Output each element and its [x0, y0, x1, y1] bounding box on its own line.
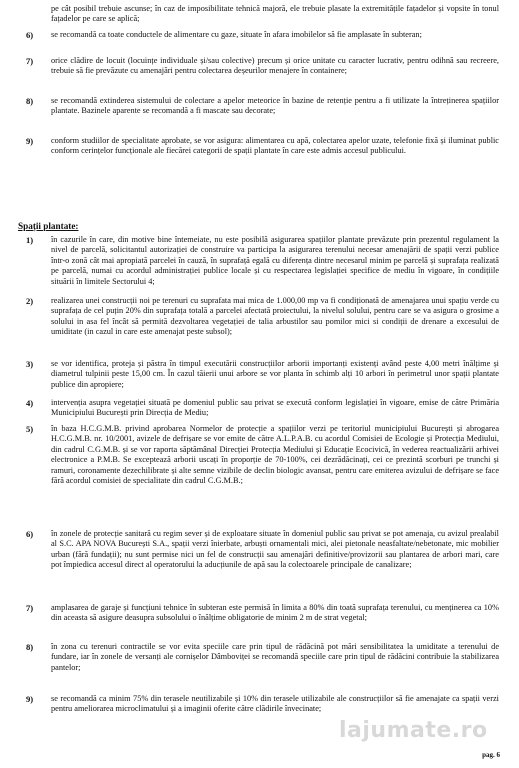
list-item-number: 5) — [26, 424, 34, 434]
list-item-number: 2) — [26, 296, 34, 306]
list-item — [51, 56, 499, 77]
list-item — [51, 296, 499, 338]
list-item — [51, 30, 499, 40]
list-item-text: se vor identifica, proteja și păstra în timpul executării construcțiilor arborii importanți existenți având peste 4,00 metri înălțime și diametrul tulpinii peste 15,00 cm. În cazul tăierii unui arbore se vor planta în schimb alți 10 arbori în perimetrul unor spații plantate publice din apropiere; — [51, 359, 499, 389]
list-item-text: se recomandă extinderea sistemului de colectare a apelor meteorice în bazine de retenție pentru a fi utilizate la întreținerea spațiilor plantate. Bazinele aparente se recomandă a fi mascate sau decorate; — [51, 96, 499, 116]
list-item-number: 8) — [26, 642, 34, 652]
list-item-text: amplasarea de garaje și funcțiuni tehnice în subteran este permisă în limita a 80% din toată suprafața terenului, cu menținerea ca 10% din aceasta să asigure deasupra subsolului o înălțime obligatorie de minim 2 m de strat vegetal; — [51, 603, 499, 623]
list-item-number: 1) — [26, 235, 34, 245]
list-item — [51, 694, 499, 715]
list-item-text: pe cât posibil trebuie ascunse; în caz de imposibilitate tehnică majoră, ele trebuie plasate la extremitățile fațadelor și vopsite în tonul fațadelor pe care se aplică; — [51, 4, 499, 24]
list-item-text: realizarea unei construcții noi pe terenuri cu suprafata mai mica de 1.000,00 mp va fi condiționată de amenajarea unui spațiu verde cu suprafața de cel puțin 20% din suprafața totală a parcelei afectată proiectului, la nivelul solului, pentru care se va asigura o grosime a solului in asa fel încât să permită dezvoltarea vegetației de talia arbustilor sau pomilor mici si condiții de drenare a excesului de umiditate (in cazul in care este amenajat peste subsol); — [51, 296, 499, 337]
list-item-number: 3) — [26, 359, 34, 369]
list-item-number: 9) — [26, 694, 34, 704]
list-item-text: se recomandă ca minim 75% din terasele neutilizabile și 10% din terasele utilizabile ale construcțiilor să fie amenajate ca spații verzi pentru ameliorarea microclimatului și a imaginii oferite către clădirile învecinate; — [51, 694, 499, 714]
list-item-number: 4) — [26, 398, 34, 408]
list-item-number: 7) — [26, 603, 34, 613]
list-item-text: intervenția asupra vegetației situată pe domeniul public sau privat se execută conform legislației în vigoare, emise de către Primăria Municipiului București prin Direcția de Mediu; — [51, 398, 499, 418]
list-item-number: 8) — [26, 96, 34, 106]
list-item-number: 7) — [26, 56, 34, 66]
list-item-number: 6) — [26, 30, 34, 40]
list-item-number: 6) — [26, 529, 34, 539]
list-item — [51, 136, 499, 157]
list-item — [51, 398, 499, 419]
list-item-text: în cazurile în care, din motive bine întemeiate, nu este posibilă asigurarea spațiilor plantate prevăzute prin prezentul regulament la nivel de parcelă, solicitantul autorizației de construire va participa la asigurarea terenului necesar amenajării de spații verzi publice într-o zonă cât mai apropiată parcelei în cauză, în suprafață egală cu diferența dintre necesarul minim pe parcelă și suprafața realizată pe parcelă, numai cu acordul administrației publice locale și cu respectarea legislației specifice de mediu în vigoare, în condițiile situării în limitele Sectorului 4; — [51, 235, 499, 286]
list-item-text: în zonele de protecție sanitară cu regim sever și de exploatare situate în domeniul public sau privat se pot amenaja, cu avizul prealabil al S.C. APA NOVA București S.A., spații verzi înierbate, arbuști ornamentali mici, alei pietonale neasfaltate/nebetonate, mic mobilier urban (fără fundații); nu sunt permise nici un fel de construcții sau amenajări definitive/provizorii sau plantarea de arbori mari, care pot împiedica accesul direct al operatorului la aducțiunile de apă sau la colectoarele principale de canalizare; — [51, 529, 499, 570]
list-item — [51, 359, 499, 390]
list-item — [51, 96, 499, 117]
list-item — [51, 642, 499, 673]
watermark-logo: lajumate.ro — [339, 718, 488, 743]
list-item-text: în baza H.C.G.M.B. privind aprobarea Normelor de protecție a spațiilor verzi pe teritoriul municipiului București și abrogarea H.C.G.M.B. nr. 10/2001, avizele de defrișare se vor emite de către A.L.P.A.B. cu acordul Comisiei de Ecologie și Protecția Mediului, din cadrul C.G.M.B. și se vor raporta săptămânal Direcției Protecția Mediului și Educație Ecocivică, în vederea reactualizării arhivei electronice a P.M.B. Se exceptează arborii uscați în proporție de 70-100%, cei dezrădăcinați, cei ce prezintă scorburi pe trunchi și ramuri, coronamente dezechilibrate și alte semne vizibile de declin biologic avansat, pentru care emiterea avizului de defrișare se face fără acordul comisiei de specialitate din cadrul C.G.M.B.; — [51, 424, 499, 486]
list-item — [51, 424, 499, 486]
list-item — [51, 603, 499, 624]
list-item-text: orice clădire de locuit (locuințe individuale și/sau colective) precum și orice unitate cu caracter lucrativ, pentru odihnă sau recreere, trebuie să fie prevăzute cu amenajări pentru colectarea deșeurilor menajere în containere; — [51, 56, 499, 76]
page-number: pag. 6 — [482, 751, 500, 759]
list-item-text: se recomandă ca toate conductele de alimentare cu gaze, situate în afara imobilelor să fie amplasate în subteran; — [51, 30, 422, 39]
list-item-text: în zona cu terenuri contractile se vor evita speciile care prin tipul de rădăcină pot mări sensibilitatea la umiditate a terenului de fundare, iar în zonele de versanți ale cornișelor Dâmboviței se recomandă speciile care prin tipul de rădăcini contribuie la stabilizarea pantelor; — [51, 642, 499, 672]
list-item-number: 9) — [26, 136, 34, 146]
list-item — [51, 235, 499, 287]
list-item — [51, 529, 499, 571]
list-item-text: conform studiilor de specialitate aprobate, se vor asigura: alimentarea cu apă, colectarea apelor uzate, telefonie fixă și iluminat public conform cerințelor funcționale ale fiecărei categorii de spații plantate în care este admis accesul publicului. — [51, 136, 499, 156]
section-heading: Spații plantate: — [18, 221, 79, 231]
list-item — [51, 4, 499, 25]
